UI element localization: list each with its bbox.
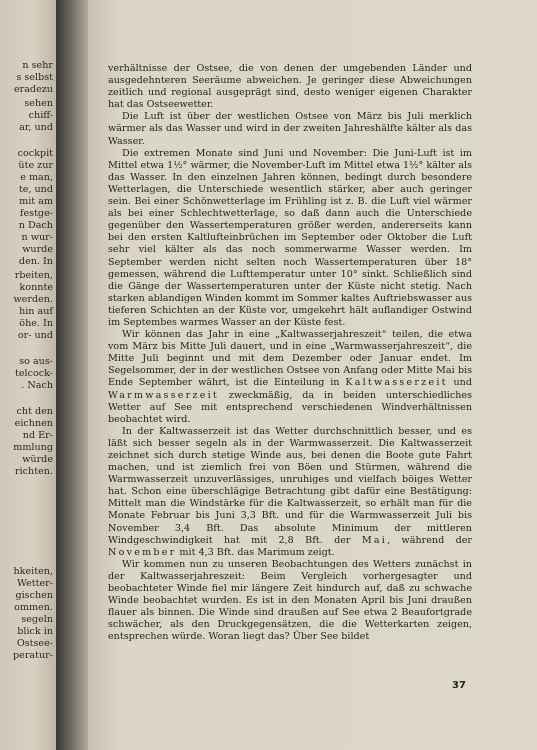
left-page-fragment: Ostsee- [16,638,53,649]
left-page-fragment: rbeiten, [14,270,53,281]
paragraph [108,148,472,329]
left-page-fragment: würde [22,454,53,465]
left-page-fragment: cht den [16,406,53,417]
text-run: zweckmäßig, da in beiden unterschiedliches Wetter auf See mit entsprechend verschiedenen Windverhältnissen beobachtet wird. [108,389,472,425]
text-run: , während der [387,534,472,546]
left-page-fragment: Wetter- [17,578,53,589]
left-page-fragment: te, und [18,184,53,195]
left-page-fragment: . Nach [21,380,53,391]
text-run: mit 4,3 Bft. das Marimum zeigt. [176,546,335,558]
left-page [0,0,56,750]
left-page-fragment: richten. [15,466,53,477]
left-page-fragment: n Dach [18,220,53,231]
left-page-fragment: peratur- [13,650,53,661]
left-page-fragment: nd Er- [22,430,53,441]
left-page-fragment: mit am [19,196,53,207]
left-page-fragment: mmlung [13,442,53,453]
left-page-fragment: sehen [24,98,53,109]
left-page-fragment: s selbst [16,72,53,83]
left-page-fragment: hkeiten, [13,566,53,577]
spaced-emphasis: Warmwasserzeit [108,389,219,401]
left-page-fragment: festge- [19,208,53,219]
left-page-fragment: cockpit [17,148,53,159]
right-page [88,0,537,750]
text-run: Wir kommen nun zu unseren Beobachtungen des Wetters zunächst in der Kaltwasserjahreszeit: Beim Vergleich vorhergesagter und beobachteter Winde fiel mir längere Zeit hindurch auf, daß zu schwache Winde beobachtet wurden. Es ist in den Monaten April bis Juni draußen flauer als binnen. Die Winde sind draußen auf See etwa 2 Beaufortgrade schwächer, als den Druckgegensätzen, die die Wetterkarten zeigen, entsprechen würde. Woran liegt das? Über See bildet [108,558,472,643]
left-page-fragment: so aus- [19,356,53,367]
left-page-fragment: eichnen [14,418,53,429]
left-page-fragment: blick in [17,626,53,637]
paragraph [108,111,472,147]
text-run: In der Kaltwasserzeit ist das Wetter durchschnittlich besser, und es läßt sich besser segeln als in der Warmwasserzeit. Die Kaltwasserzeit zeichnet sich durch stetige Winde aus, bei denen die Boote gute Fahrt machen, und ist ziemlich frei von Böen und Stürmen, während die Warmwasserzeit unzuverlässiges, unruhiges und vielfach böiges Wetter hat. Schon eine überschlägige Betrachtung gibt dafür eine Bestätigung: Mittelt man die Windstärke für die Kaltwasserzeit, so erhält man für die Monate Februar bis Juni 3,3 Bft. und für die Warmwasserzeit Juli bis November 3,4 Bft. Das absolute Minimum der mittleren Windgeschwindigkeit hat mit 2,8 Bft. der [108,425,472,546]
left-page-fragment: wurde [22,244,53,255]
paragraph [108,559,472,644]
book-gutter [56,0,90,750]
left-page-fragment: üte zur [18,160,53,171]
left-page-fragment: werden. [13,294,53,305]
left-page-fragment: or- und [17,330,53,341]
left-page-fragment: hin auf [19,306,53,317]
text-run: Die Luft ist über der westlichen Ostsee von März bis Juli merklich wärmer als das Wasser und wird in der zweiten Jahreshälfte kälter als das Wasser. [108,111,472,147]
left-page-fragment: e man, [20,172,53,183]
text-run: und [447,377,472,389]
paragraph [108,329,472,426]
text-run: Die extremen Monate sind Juni und November: Die Juni-Luft ist im Mittel etwa 1½° wärmer, die November-Luft im Mittel etwa 1½° kälter als das Wasser. In den einzelnen Jahren können, bedingt durch besondere Wetterlagen, die Unterschiede wesentlich stärker, aber auch geringer sein. Bei einer Schönwetterlage im Frühling ist z. B. die Luft viel wärmer als bei einer Schlechtwetterlage, so daß dann auch die Unterschiede gegenüber den Wassertemperaturen größer werden, andererseits kann bei den ersten Kaltlufteinbrüchen im September oder Oktober die Luft sehr viel kälter als das noch sommerwarme Wasser werden. Im September werden nicht selten noch Wassertemperaturen über 18° gemessen, während die Lufttemperatur unter 10° sinkt. Schließlich sind die Gänge der Wassertemperaturen unter der Küste nicht stetig. Nach starken ablandigen Winden kommt im Sommer kaltes Auftriebswasser aus tieferen Schichten an der Küste vor, umgekehrt hält auflandiger Ostwind im Septembes warmes Wasser an der Küste fest. [108,147,472,328]
left-page-fragment: öhe. In [19,318,53,329]
left-page-fragment: n wur- [21,232,53,243]
paragraph [108,63,472,111]
left-page-fragment: segeln [21,614,53,625]
left-page-fragment: chiff- [28,110,53,121]
spaced-emphasis: Mai [361,534,388,546]
text-run: verhältnisse der Ostsee, die von denen der umgebenden Länder und ausgedehnteren Seeräume abweichen. Je geringer diese Abweichungen zeitlich und regional ausgeprägt sind, desto weniger eigenen Charakter hat das Ostseewetter. [108,63,472,111]
left-page-fragment: gischen [15,590,53,601]
left-page-fragment: ommen. [14,602,53,613]
page-number: 37 [452,680,466,691]
left-page-fragment: eradezu [13,84,53,95]
left-page-fragment: telcock- [14,368,53,379]
left-page-fragment: konnte [19,282,53,293]
left-page-fragment: n sehr [22,60,53,71]
spaced-emphasis: November [108,546,177,558]
left-page-fragment: den. In [18,256,53,267]
left-page-fragment: ar, und [19,122,53,133]
body-text [108,63,472,644]
spaced-emphasis: Kaltwasserzeit [345,377,448,389]
paragraph [108,426,472,559]
text-run: Wir können das Jahr in eine „Kaltwasserjahreszeit“ teilen, die etwa vom März bis Mitte Juli dauert, und in eine „Warmwasserjahreszeit“, die Mitte Juli beginnt und mit dem Dezember oder Januar endet. Im Segelsommer, der in der westlichen Ostsee von Anfang oder Mitte Mai bis Ende September währt, ist die Einteilung in [108,329,472,389]
